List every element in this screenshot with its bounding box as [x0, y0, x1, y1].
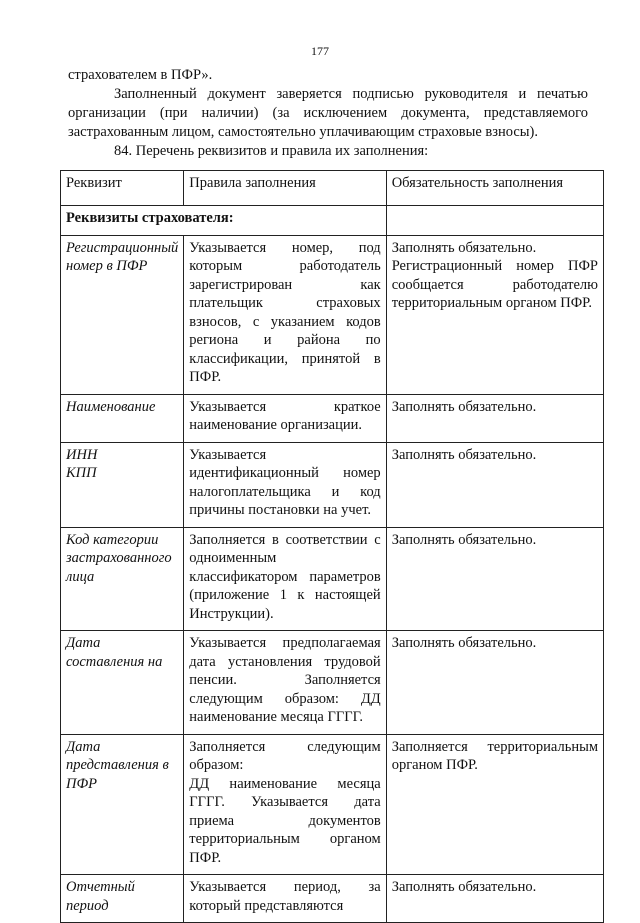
requisite-name: ИНН — [66, 446, 98, 463]
obligation-cell — [386, 235, 603, 394]
table-row — [61, 734, 604, 875]
header-rules: Правила заполнения — [184, 171, 386, 206]
rule-cell: Указывается период, за который представляются — [184, 875, 386, 923]
table-row — [61, 394, 604, 442]
requisite-name: Наименование — [61, 394, 184, 442]
rule-cell: Указывается предполагаемая дата установления трудовой пенсии. Заполняется следующим образом: ДД наименование месяца ГГГГ. — [184, 631, 386, 735]
table-row — [61, 442, 604, 527]
paragraph-list-heading: 84. Перечень реквизитов и правила их заполнения: — [114, 143, 429, 159]
table-row — [61, 235, 604, 394]
section-title: Реквизиты страхователя: — [61, 206, 387, 236]
obligation-note: Регистрационный номер ПФР сообщается работодателю территориальным органом ПФР. — [391, 258, 598, 311]
section-empty-cell — [386, 206, 603, 236]
obligation-cell: Заполнять обязательно. — [386, 442, 603, 527]
rule-cell: Указывается идентификационный номер налогоплательщика и код причины постановки на учет. — [184, 442, 386, 527]
table-row — [61, 527, 604, 631]
rule-cell — [184, 734, 386, 875]
requisites-table — [60, 170, 604, 923]
requisite-cell — [61, 442, 184, 527]
requisite-name: Регистрационный номер в ПФР — [66, 239, 179, 274]
requisite-name: Отчетный период — [61, 875, 184, 923]
rule-cell: Заполняется в соответствии с одноименным классификатором параметров (приложение 1 к настоящей Инструкции). — [184, 527, 386, 631]
section-row — [61, 206, 604, 236]
requisite-name: Дата составления на — [61, 631, 184, 735]
header-requisite: Реквизит — [61, 171, 184, 206]
paragraph-continuation: страхователем в ПФР». — [68, 67, 213, 83]
obligation-cell: Заполнять обязательно. — [386, 394, 603, 442]
table-row — [61, 631, 604, 735]
rule-text-extra: ДД наименование месяца ГГГГ. Указывается дата приема документов территориальным органом ПФР. — [189, 775, 381, 866]
obligation-cell: Заполняется территориальным органом ПФР. — [386, 734, 603, 875]
obligation-cell: Заполнять обязательно. — [386, 631, 603, 735]
obligation-cell: Заполнять обязательно. — [386, 875, 603, 923]
rule-cell: Указывается номер, под которым работодатель зарегистрирован как плательщик страховых взносов, с указанием кодов региона и района по классификации, принятой в ПФР. — [184, 235, 386, 394]
requisite-cell — [61, 235, 184, 394]
requisite-name-extra: КПП — [66, 465, 97, 481]
obligation-cell: Заполнять обязательно. — [386, 527, 603, 631]
table-header-row — [61, 171, 604, 206]
requisite-name: Код категории застрахованного лица — [61, 527, 184, 631]
requisite-name: Дата представления в ПФР — [61, 734, 184, 875]
page-number: 177 — [311, 44, 329, 58]
rule-text: Заполняется следующим образом: — [189, 738, 381, 773]
table-row — [61, 875, 604, 923]
obligation-text: Заполнять обязательно. — [391, 239, 537, 256]
rule-cell: Указывается краткое наименование организации. — [184, 394, 386, 442]
paragraph-signature-note: Заполненный документ заверяется подписью руководителя и печатью организации (при наличии) (за исключением документа, представляемого застрахованным лицом, самостоятельно уплачивающим страховые взносы). — [68, 86, 588, 140]
header-obligation: Обязательность заполнения — [386, 171, 603, 206]
